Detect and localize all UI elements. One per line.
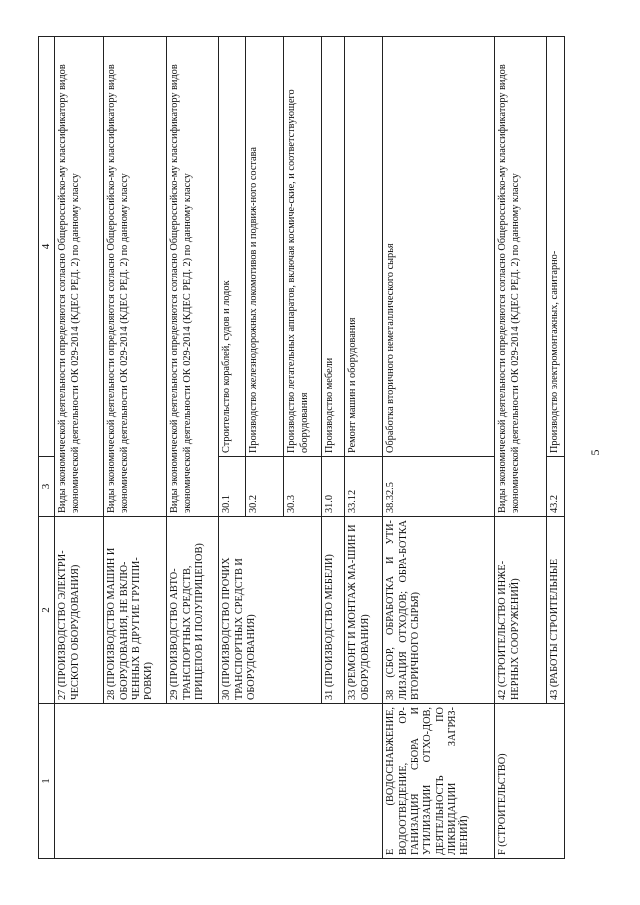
code-cell: 31.0 bbox=[322, 457, 345, 517]
group-cell: 38 (СБОР, ОБРАБОТКА И УТИ-ЛИЗАЦИЯ ОТХОДОВ; ОБРА-БОТКА ВТОРИЧНОГО СЫРЬЯ) bbox=[383, 517, 495, 704]
description-cell: Виды экономической деятельности определяются согласно Общероссийско-му классификатору видов экономической деятельности ОК 029-2014 (КДЕС РЕД. 2) по данному классу bbox=[104, 37, 167, 517]
header-row bbox=[39, 37, 55, 859]
code-cell: 33.12 bbox=[345, 457, 383, 517]
page-number: 5 bbox=[588, 449, 602, 456]
table-row bbox=[495, 37, 547, 859]
description-cell: Обработка вторичного неметаллического сырья bbox=[383, 37, 495, 457]
description-cell: Виды экономической деятельности определяются согласно Общероссийско-му классификатору видов экономической деятельности ОК 029-2014 (КДЕС РЕД. 2) по данному классу bbox=[167, 37, 219, 517]
code-cell: 38.32.5 bbox=[383, 457, 495, 517]
header-col-3: 3 bbox=[39, 457, 55, 517]
group-cell: 30 (ПРОИЗВОДСТВО ПРОЧИХ ТРАНСПОРТНЫХ СРЕДСТВ И ОБОРУДОВАНИЯ) bbox=[219, 517, 322, 704]
section-f-cell: F (СТРОИТЕЛЬСТВО) bbox=[495, 704, 565, 859]
group-cell: 28 (ПРОИЗВОДСТВО МАШИН И ОБОРУДОВАНИЯ, НЕ ВКЛЮ-ЧЕННЫХ В ДРУГИЕ ГРУППИ-РОВКИ) bbox=[104, 517, 167, 704]
header-col-4: 4 bbox=[39, 37, 55, 457]
description-cell: Производство железнодорожных локомотивов и подвиж-ного состава bbox=[246, 37, 284, 457]
code-cell: 30.3 bbox=[284, 457, 322, 517]
group-cell: 27 (ПРОИЗВОДСТВО ЭЛЕКТРИ-ЧЕСКОГО ОБОРУДОВАНИЯ) bbox=[55, 517, 104, 704]
section-cell-continued bbox=[55, 704, 383, 859]
description-cell: Строительство кораблей, судов и лодок bbox=[219, 37, 246, 457]
description-cell: Виды экономической деятельности определяются согласно Общероссийско-му классификатору видов экономической деятельности ОК 029-2014 (КДЕС РЕД. 2) по данному классу bbox=[495, 37, 547, 517]
header-col-1: 1 bbox=[39, 704, 55, 859]
header-col-2: 2 bbox=[39, 517, 55, 704]
description-cell: Производство электромонтажных, санитарно- bbox=[547, 37, 565, 457]
code-cell: 43.2 bbox=[547, 457, 565, 517]
description-cell: Производство летательных аппаратов, включая космиче-ские, и соответствующего оборудования bbox=[284, 37, 322, 457]
group-cell: 42 (СТРОИТЕЛЬСТВО ИНЖЕ-НЕРНЫХ СООРУЖЕНИЙ) bbox=[495, 517, 547, 704]
table-row bbox=[383, 37, 495, 859]
group-cell: 43 (РАБОТЫ СТРОИТЕЛЬНЫЕ bbox=[547, 517, 565, 704]
table-row bbox=[55, 37, 104, 859]
code-cell: 30.1 bbox=[219, 457, 246, 517]
description-cell: Производство мебели bbox=[322, 37, 345, 457]
section-e-cell: Е (ВОДОСНАБЖЕНИЕ, ВОДООТВЕДЕНИЕ, ОР-ГАНИЗАЦИЯ СБОРА И УТИЛИЗАЦИИ ОТХО-ДОВ, ДЕЯТЕЛЬНОСТЬ ПО ЛИКВИДАЦИИ ЗАГРЯЗ-НЕНИЙ) bbox=[383, 704, 495, 859]
classification-table bbox=[38, 36, 565, 859]
group-cell: 33 (РЕМОНТ И МОНТАЖ МА-ШИН И ОБОРУДОВАНИЯ) bbox=[345, 517, 383, 704]
group-cell: 29 (ПРОИЗВОДСТВО АВТО-ТРАНСПОРТНЫХ СРЕДСТВ, ПРИЦЕПОВ И ПОЛУПРИЦЕПОВ) bbox=[167, 517, 219, 704]
description-cell: Виды экономической деятельности определяются согласно Общероссийско-му классификатору видов экономической деятельности ОК 029-2014 (КДЕС РЕД. 2) по данному классу bbox=[55, 37, 104, 517]
description-cell: Ремонт машин и оборудования bbox=[345, 37, 383, 457]
code-cell: 30.2 bbox=[246, 457, 284, 517]
group-cell: 31 (ПРОИЗВОДСТВО МЕБЕЛИ) bbox=[322, 517, 345, 704]
